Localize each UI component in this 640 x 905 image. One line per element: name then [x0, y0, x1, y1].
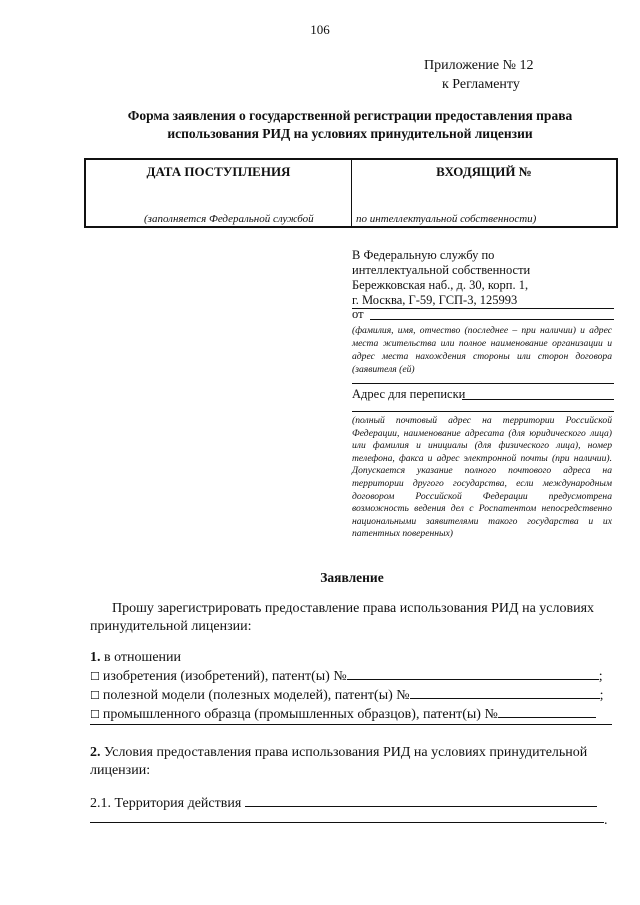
territory-end: .	[604, 813, 608, 828]
patent-number-field[interactable]	[347, 667, 599, 680]
territory-underline[interactable]	[245, 794, 597, 807]
territory-label: 2.1. Территория действия	[90, 796, 242, 811]
option-invention[interactable]	[90, 667, 612, 686]
checkbox-icon[interactable]: ☐	[90, 670, 100, 683]
annex-label	[424, 56, 534, 94]
correspondence-field[interactable]	[352, 387, 614, 402]
patent-number-field[interactable]	[410, 686, 600, 699]
correspondence-note: (полный почтовый адрес на территории Российской Федерации, наименование адресата (для юридического лица) или фамилия и инициалы (для физического лица), номер телефона, факса и адрес электронной почты (при наличии). Допускается указание полного почтового адреса на территории другого государства, если международным договором Российской Федерации предусмотрена возможность ведения дел с Роспатентом непосредственно национальными заявителями такого государства и их патентных поверенных)	[352, 415, 612, 540]
note-right: по интеллектуальной собственности)	[356, 213, 537, 225]
option-utility-model[interactable]	[90, 686, 612, 705]
option-end: ;	[599, 688, 604, 703]
from-note: (фамилия, имя, отчество (последнее – при наличии) и адрес места жительства или полное наименование организации и адрес места нахождения стороны или сторон договора (заявителя (ей)	[352, 325, 612, 375]
checkbox-icon[interactable]: ☐	[90, 689, 100, 702]
recipient-address	[352, 248, 612, 309]
section-1-extra-line[interactable]	[90, 724, 612, 725]
patent-number-field[interactable]	[498, 705, 596, 718]
statement-heading: Заявление	[320, 570, 384, 585]
registration-table	[84, 158, 618, 228]
address-line: г. Москва, Г-59, ГСП-3, 125993	[352, 293, 614, 309]
incoming-header: ВХОДЯЩИЙ №	[436, 164, 532, 179]
checkbox-icon[interactable]: ☐	[90, 708, 100, 721]
form-title: Форма заявления о государственной регистрации предоставления права использования РИД на условиях принудительной лицензии	[127, 108, 573, 141]
section-2-title: Условия предоставления права использования РИД на условиях принудительной лицензии:	[90, 745, 588, 778]
section-2-number: 2.	[90, 745, 101, 760]
option-label: полезной модели (полезных моделей), патент(ы) №	[102, 688, 410, 703]
section-2-heading	[90, 744, 612, 780]
applicant-line[interactable]	[352, 383, 614, 384]
section-1	[90, 649, 612, 724]
note-left: (заполняется Федеральной службой	[144, 213, 314, 225]
address-line: Бережковская наб., д. 30, корп. 1,	[352, 278, 529, 292]
annex-reference: к Регламенту	[442, 77, 520, 92]
correspondence-label: Адрес для переписки	[352, 387, 466, 401]
section-1-number: 1.	[90, 650, 101, 665]
correspondence-line[interactable]	[352, 411, 614, 412]
territory-extra-line[interactable]	[90, 822, 604, 823]
option-end: ;	[598, 669, 603, 684]
option-label: промышленного образца (промышленных образцов), патент(ы) №	[102, 707, 498, 722]
date-header: ДАТА ПОСТУПЛЕНИЯ	[146, 164, 291, 179]
correspondence-underline[interactable]	[462, 399, 614, 400]
option-industrial-design[interactable]	[90, 705, 612, 724]
territory-field[interactable]	[90, 794, 612, 813]
option-label: изобретения (изобретений), патент(ы) №	[102, 669, 347, 684]
from-field[interactable]	[352, 307, 614, 322]
section-1-title: в отношении	[100, 650, 182, 665]
from-underline[interactable]	[370, 319, 614, 320]
page-number: 106	[310, 22, 330, 37]
address-line: интеллектуальной собственности	[352, 263, 531, 277]
from-label: от	[352, 307, 364, 321]
statement-text: Прошу зарегистрировать предоставление права использования РИД на условиях принудительной лицензии:	[90, 601, 595, 634]
address-line: В Федеральную службу по	[352, 248, 495, 262]
annex-number: Приложение № 12	[424, 58, 534, 73]
section-1-heading	[90, 649, 612, 667]
